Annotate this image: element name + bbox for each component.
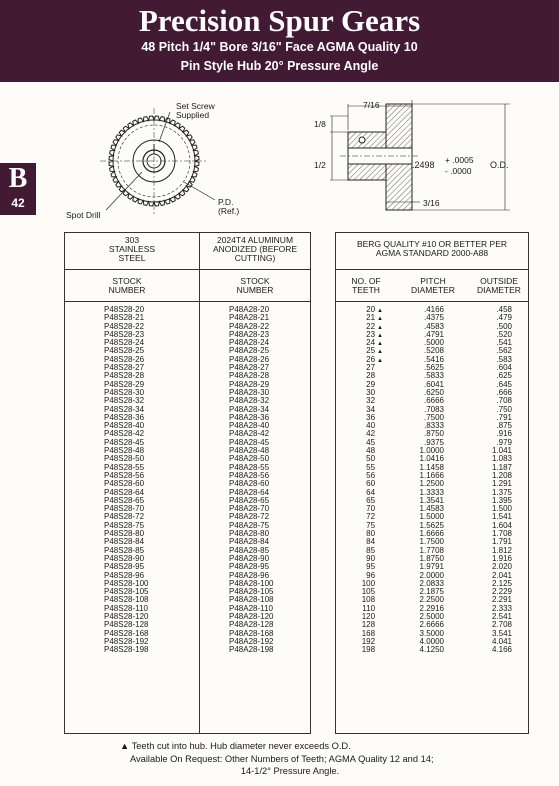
- triangle-up-icon: ▲: [377, 341, 383, 348]
- triangle-up-icon: ▲: [377, 357, 383, 364]
- request-line-1: Available On Request: Other Numbers of Teeth; AGMA Quality 12 and 14;: [130, 754, 434, 764]
- spot-drill-label: Spot Drill: [66, 210, 101, 220]
- teeth-count: 36: [366, 412, 376, 422]
- outside-diameter: .916: [496, 429, 512, 439]
- col-header-aluminum-stock: STOCK NUMBER: [236, 276, 274, 295]
- steel-stock-number: P48S28-55: [104, 462, 145, 472]
- outside-column: [468, 306, 512, 654]
- triangle-up-icon: ▲: [377, 324, 383, 331]
- steel-stock-number: P48S28-45: [104, 437, 145, 447]
- aluminum-stock-number: P48A28-48: [229, 446, 270, 456]
- outside-diameter: 1.916: [491, 553, 512, 563]
- aluminum-stock-number: P48A28-22: [229, 321, 270, 331]
- teeth-count: 21 ▲: [366, 313, 383, 323]
- pitch-diameter: 3.5000: [419, 628, 444, 638]
- pitch-diameter: .6250: [423, 387, 444, 397]
- steel-stock-number: P48S28-100: [104, 578, 149, 588]
- teeth-count: 72: [366, 512, 376, 522]
- teeth-count: 75: [366, 520, 376, 530]
- aluminum-stock-number: P48A28-32: [229, 396, 270, 406]
- aluminum-stock-number: P48A28-70: [229, 504, 270, 514]
- outside-diameter: .541: [496, 338, 512, 348]
- teeth-count: 198: [361, 645, 376, 655]
- aluminum-stock-number: P48A28-84: [229, 537, 270, 547]
- pitch-diameter: .5833: [423, 371, 444, 381]
- outside-diameter: .791: [496, 412, 512, 422]
- aluminum-stock-number: P48A28-56: [229, 470, 270, 480]
- pitch-diameter: 1.5625: [419, 520, 444, 530]
- aluminum-stock-number: P48A28-45: [229, 437, 270, 447]
- pitch-diameter: 4.0000: [419, 636, 444, 646]
- outside-diameter: .708: [496, 396, 512, 406]
- outside-diameter: 1.395: [491, 495, 512, 505]
- outside-diameter: 2.229: [491, 587, 512, 597]
- outside-diameter: 1.604: [491, 520, 512, 530]
- aluminum-stock-number: P48A28-105: [229, 587, 274, 597]
- teeth-count: 27: [366, 363, 376, 373]
- pitch-diameter: 2.2916: [419, 603, 444, 613]
- steel-stock-number: P48S28-34: [104, 404, 145, 414]
- pitch-diameter: .8333: [423, 421, 444, 431]
- aluminum-stock-number: P48A28-55: [229, 462, 270, 472]
- triangle-up-icon: ▲: [377, 349, 383, 356]
- pitch-diameter: .5625: [423, 363, 444, 373]
- teeth-count: 80: [366, 529, 376, 539]
- steel-stock-number: P48S28-22: [104, 321, 145, 331]
- pitch-diameter: 1.0000: [419, 446, 444, 456]
- steel-stock-number: P48S28-64: [104, 487, 145, 497]
- outside-diameter: 1.541: [491, 512, 512, 522]
- aluminum-stock-number: P48A28-30: [229, 387, 270, 397]
- col-header-teeth: NO. OF TEETH: [351, 276, 381, 295]
- outside-diameter: 2.125: [491, 578, 512, 588]
- teeth-count: 22 ▲: [366, 321, 383, 331]
- teeth-count: 55: [366, 462, 376, 472]
- steel-stock-number: P48S28-48: [104, 446, 145, 456]
- steel-stock-number: P48S28-27: [104, 363, 145, 373]
- steel-stock-number: P48S28-80: [104, 529, 145, 539]
- outside-diameter: 1.375: [491, 487, 512, 497]
- aluminum-stock-column: [229, 306, 289, 654]
- aluminum-stock-number: P48A28-60: [229, 479, 270, 489]
- steel-header: 303 STAINLESS STEEL: [108, 235, 156, 263]
- outside-diameter: .479: [496, 313, 512, 323]
- teeth-count: 84: [366, 537, 376, 547]
- steel-stock-number: P48S28-65: [104, 495, 145, 505]
- outside-diameter: .604: [496, 363, 512, 373]
- pitch-diameter: 1.5000: [419, 512, 444, 522]
- outside-diameter: .750: [496, 404, 512, 414]
- aluminum-stock-number: P48A28-100: [229, 578, 274, 588]
- spec-line-1: 48 Pitch 1/4" Bore 3/16" Face AGMA Quality 10: [141, 40, 418, 54]
- steel-stock-number: P48S28-110: [104, 603, 148, 613]
- teeth-count: 56: [366, 470, 376, 480]
- pitch-diameter: .7083: [423, 404, 444, 414]
- aluminum-stock-number: P48A28-95: [229, 562, 270, 572]
- pd-label: P.D. (Ref.): [218, 197, 240, 216]
- teeth-count: 120: [361, 611, 376, 621]
- outside-diameter: .520: [496, 329, 512, 339]
- outside-diameter: .979: [496, 437, 512, 447]
- aluminum-stock-number: P48A28-24: [229, 338, 270, 348]
- steel-stock-number: P48S28-105: [104, 587, 149, 597]
- steel-stock-number: P48S28-29: [104, 379, 145, 389]
- col-header-pitch: PITCH DIAMETER: [411, 276, 455, 295]
- steel-stock-number: P48S28-42: [104, 429, 145, 439]
- outside-diameter: 2.708: [491, 620, 512, 630]
- teeth-count: 40: [366, 421, 376, 431]
- teeth-count: 24 ▲: [366, 338, 383, 348]
- pitch-diameter: 1.4583: [419, 504, 444, 514]
- aluminum-stock-number: P48A28-108: [229, 595, 274, 605]
- pitch-diameter: 1.1666: [419, 470, 444, 480]
- steel-stock-number: P48S28-90: [104, 553, 145, 563]
- outside-diameter: 1.708: [491, 529, 512, 539]
- pitch-diameter: 4.1250: [419, 645, 444, 655]
- pitch-diameter: .6041: [423, 379, 444, 389]
- steel-stock-number: P48S28-84: [104, 537, 145, 547]
- steel-stock-number: P48S28-120: [104, 611, 149, 621]
- aluminum-stock-number: P48A28-90: [229, 553, 270, 563]
- hub-footnote: ▲ Teeth cut into hub. Hub diameter never exceeds O.D.: [120, 741, 351, 751]
- triangle-up-icon: ▲: [377, 308, 383, 314]
- pitch-diameter: 2.0000: [419, 570, 444, 580]
- steel-stock-number: P48S28-60: [104, 479, 145, 489]
- aluminum-stock-number: P48A28-128: [229, 620, 274, 630]
- col-header-outside: OUTSIDE DIAMETER: [477, 276, 521, 295]
- aluminum-stock-number: P48A28-23: [229, 329, 270, 339]
- aluminum-stock-number: P48A28-85: [229, 545, 270, 555]
- steel-stock-number: P48S28-50: [104, 454, 145, 464]
- pitch-diameter: 1.3333: [419, 487, 444, 497]
- pitch-diameter: 2.0833: [419, 578, 444, 588]
- outside-diameter: 4.166: [491, 645, 512, 655]
- aluminum-stock-number: P48A28-29: [229, 379, 270, 389]
- pitch-diameter: 1.8750: [419, 553, 444, 563]
- teeth-count: 50: [366, 454, 376, 464]
- quality-header: BERG QUALITY #10 OR BETTER PER AGMA STANDARD 2000-A88: [356, 239, 508, 258]
- steel-stock-number: P48S28-24: [104, 338, 145, 348]
- tol-plus: + .0005: [445, 155, 474, 165]
- outside-diameter: 1.083: [491, 454, 512, 464]
- steel-stock-number: P48S28-96: [104, 570, 145, 580]
- steel-stock-number: P48S28-30: [104, 387, 145, 397]
- teeth-count: 105: [361, 587, 376, 597]
- teeth-count: 64: [366, 487, 376, 497]
- teeth-count: 42: [366, 429, 376, 439]
- outside-diameter: .625: [496, 371, 512, 381]
- pitch-diameter: 1.6666: [419, 529, 444, 539]
- teeth-column: [345, 306, 383, 654]
- steel-stock-number: P48S28-95: [104, 562, 145, 572]
- outside-diameter: 2.020: [491, 562, 512, 572]
- pitch-diameter: 1.3541: [419, 495, 444, 505]
- teeth-count: 34: [366, 404, 376, 414]
- steel-stock-number: P48S28-168: [104, 628, 149, 638]
- aluminum-stock-number: P48A28-34: [229, 404, 270, 414]
- pitch-diameter: .6666: [423, 396, 444, 406]
- pitch-diameter: 1.1458: [419, 462, 444, 472]
- pitch-diameter: 2.1875: [419, 587, 444, 597]
- teeth-count: 85: [366, 545, 376, 555]
- outside-diameter: .875: [496, 421, 512, 431]
- outside-diameter: 1.812: [491, 545, 512, 555]
- aluminum-stock-number: P48A28-65: [229, 495, 270, 505]
- aluminum-stock-number: P48A28-25: [229, 346, 270, 356]
- teeth-count: 30: [366, 387, 376, 397]
- col-header-steel-stock: STOCK NUMBER: [108, 276, 146, 295]
- teeth-count: 25 ▲: [366, 346, 383, 356]
- aluminum-stock-number: P48A28-80: [229, 529, 270, 539]
- pitch-diameter: .8750: [423, 429, 444, 439]
- outside-diameter: 2.041: [491, 570, 512, 580]
- aluminum-stock-number: P48A28-42: [229, 429, 270, 439]
- steel-stock-number: P48S28-21: [104, 313, 145, 323]
- outside-diameter: 2.333: [491, 603, 512, 613]
- spec-line-2: Pin Style Hub 20° Pressure Angle: [180, 59, 379, 73]
- outside-diameter: .562: [496, 346, 512, 356]
- pitch-diameter: .4791: [423, 329, 444, 339]
- teeth-count: 100: [361, 578, 376, 588]
- steel-stock-number: P48S28-56: [104, 470, 145, 480]
- aluminum-stock-number: P48A28-120: [229, 611, 274, 621]
- dim-face: 3/16: [423, 198, 440, 208]
- aluminum-stock-number: P48A28-26: [229, 354, 270, 364]
- steel-stock-column: [104, 306, 164, 654]
- pitch-diameter: .4375: [423, 313, 444, 323]
- pitch-diameter: 1.0416: [419, 454, 444, 464]
- aluminum-stock-number: P48A28-27: [229, 363, 270, 373]
- steel-stock-number: P48S28-32: [104, 396, 145, 406]
- tol-minus: - .0000: [445, 166, 472, 176]
- section-letter: B: [8, 163, 28, 194]
- teeth-count: 95: [366, 562, 376, 572]
- aluminum-stock-number: P48A28-96: [229, 570, 270, 580]
- dim-hub-offset: 1/8: [314, 119, 326, 129]
- dim-od: O.D.: [490, 160, 509, 170]
- outside-diameter: 3.541: [491, 628, 512, 638]
- outside-diameter: 1.291: [491, 479, 512, 489]
- aluminum-stock-number: P48A28-110: [229, 603, 273, 613]
- outside-diameter: 1.187: [491, 462, 512, 472]
- pitch-diameter: 2.5000: [419, 611, 444, 621]
- teeth-count: 90: [366, 553, 376, 563]
- teeth-count: 108: [361, 595, 376, 605]
- outside-diameter: 1.041: [491, 446, 512, 456]
- dim-hub-length: 7/16: [363, 100, 380, 110]
- teeth-count: 96: [366, 570, 376, 580]
- aluminum-header: 2024T4 ALUMINUM ANODIZED (BEFORE CUTTING): [212, 235, 298, 263]
- pitch-diameter: .5208: [423, 346, 444, 356]
- pitch-diameter: .5416: [423, 354, 444, 364]
- outside-diameter: .583: [496, 354, 512, 364]
- teeth-count: 65: [366, 495, 376, 505]
- aluminum-stock-number: P48A28-198: [229, 645, 274, 655]
- triangle-up-icon: ▲: [377, 316, 383, 323]
- steel-stock-number: P48S28-36: [104, 412, 145, 422]
- dim-bore: .2498: [412, 160, 435, 170]
- aluminum-stock-number: P48A28-20: [229, 305, 270, 314]
- set-screw-label: Set Screw Supplied: [176, 101, 215, 120]
- steel-stock-number: P48S28-23: [104, 329, 145, 339]
- aluminum-stock-number: P48A28-168: [229, 628, 274, 638]
- header-band: [0, 0, 559, 82]
- outside-diameter: .645: [496, 379, 512, 389]
- steel-stock-number: P48S28-85: [104, 545, 145, 555]
- pitch-diameter: .4583: [423, 321, 444, 331]
- teeth-count: 60: [366, 479, 376, 489]
- aluminum-stock-number: P48A28-75: [229, 520, 270, 530]
- teeth-count: 48: [366, 446, 376, 456]
- pitch-diameter: 2.2500: [419, 595, 444, 605]
- steel-stock-number: P48S28-128: [104, 620, 149, 630]
- outside-diameter: .458: [496, 305, 512, 314]
- gear-side-view: [300, 92, 520, 220]
- outside-diameter: 1.791: [491, 537, 512, 547]
- teeth-count: 128: [361, 620, 376, 630]
- triangle-up-icon: ▲: [377, 332, 383, 339]
- teeth-count: 45: [366, 437, 376, 447]
- steel-stock-number: P48S28-26: [104, 354, 145, 364]
- section-tab: [0, 163, 36, 215]
- steel-stock-number: P48S28-40: [104, 421, 145, 431]
- teeth-count: 192: [361, 636, 376, 646]
- steel-stock-number: P48S28-198: [104, 645, 149, 655]
- aluminum-stock-number: P48A28-21: [229, 313, 270, 323]
- teeth-count: 29: [366, 379, 376, 389]
- steel-stock-number: P48S28-25: [104, 346, 145, 356]
- aluminum-stock-number: P48A28-36: [229, 412, 270, 422]
- section-page-number: 42: [11, 196, 25, 210]
- page-title: Precision Spur Gears: [138, 3, 421, 38]
- pitch-diameter: 2.6666: [419, 620, 444, 630]
- aluminum-stock-number: P48A28-72: [229, 512, 270, 522]
- teeth-count: 23 ▲: [366, 329, 383, 339]
- request-line-2: 14-1/2° Pressure Angle.: [240, 765, 340, 776]
- outside-diameter: 4.041: [491, 636, 512, 646]
- pitch-column: [400, 306, 444, 654]
- steel-stock-number: P48S28-75: [104, 520, 145, 530]
- steel-stock-number: P48S28-192: [104, 636, 149, 646]
- outside-diameter: .666: [496, 387, 512, 397]
- pitch-diameter: 1.7500: [419, 537, 444, 547]
- teeth-count: 168: [361, 628, 376, 638]
- steel-stock-number: P48S28-28: [104, 371, 145, 381]
- steel-stock-number: P48S28-72: [104, 512, 145, 522]
- aluminum-stock-number: P48A28-192: [229, 636, 274, 646]
- pitch-diameter: 1.9791: [419, 562, 444, 572]
- steel-stock-number: P48S28-70: [104, 504, 145, 514]
- pitch-diameter: .9375: [423, 437, 444, 447]
- aluminum-stock-number: P48A28-64: [229, 487, 270, 497]
- teeth-count: 20 ▲: [366, 305, 383, 314]
- pitch-diameter: .4166: [423, 305, 444, 314]
- aluminum-stock-number: P48A28-40: [229, 421, 270, 431]
- pitch-diameter: 1.2500: [419, 479, 444, 489]
- outside-diameter: 1.208: [491, 470, 512, 480]
- outside-diameter: 2.541: [491, 611, 512, 621]
- aluminum-stock-number: P48A28-50: [229, 454, 270, 464]
- steel-stock-number: P48S28-108: [104, 595, 149, 605]
- pitch-diameter: .7500: [423, 412, 444, 422]
- pitch-diameter: .5000: [423, 338, 444, 348]
- pitch-diameter: 1.7708: [419, 545, 444, 555]
- outside-diameter: .500: [496, 321, 512, 331]
- dim-hub-dia: 1/2: [314, 160, 326, 170]
- outside-diameter: 1.500: [491, 504, 512, 514]
- teeth-count: 28: [366, 371, 376, 381]
- steel-stock-number: P48S28-20: [104, 305, 145, 314]
- request-note: [130, 754, 450, 777]
- aluminum-stock-number: P48A28-28: [229, 371, 270, 381]
- teeth-count: 110: [362, 603, 376, 613]
- teeth-count: 70: [366, 504, 376, 514]
- teeth-count: 26 ▲: [366, 354, 383, 364]
- outside-diameter: 2.291: [491, 595, 512, 605]
- teeth-count: 32: [366, 396, 376, 406]
